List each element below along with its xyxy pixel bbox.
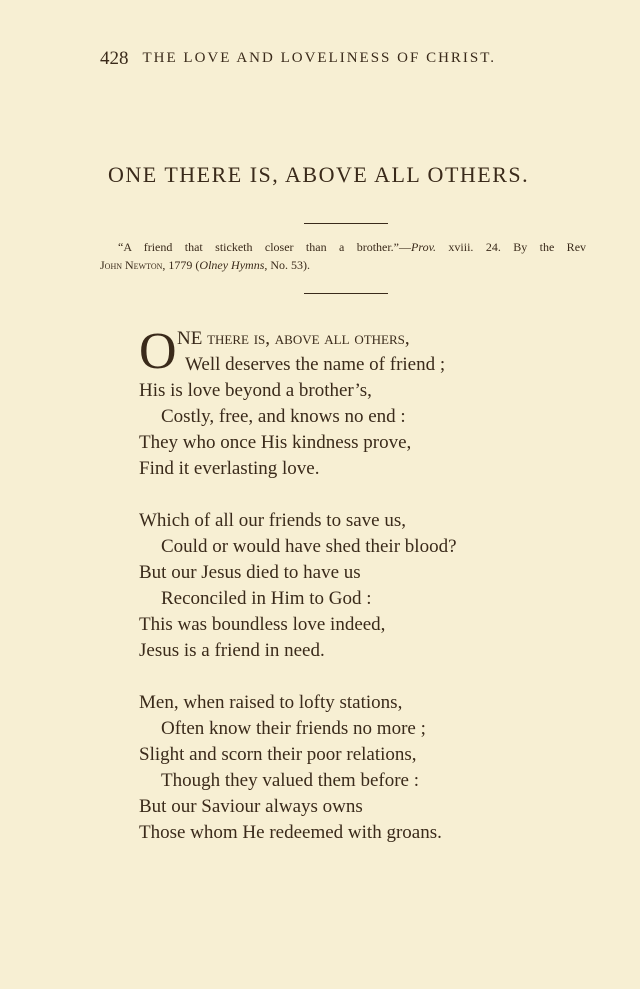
- epigraph: [100, 238, 586, 274]
- poem-line: This was boundless love indeed,: [139, 614, 386, 635]
- poem-line: Often know their friends no more ;: [161, 718, 426, 739]
- epigraph-ref-rest: xviii. 24.: [448, 240, 501, 254]
- poem-line: Men, when raised to lofty stations,: [139, 692, 403, 713]
- poem-line: Well deserves the name of friend ;: [185, 354, 446, 375]
- poem-line: Costly, free, and knows no end :: [161, 406, 406, 427]
- poem-line: Reconciled in Him to God :: [161, 588, 372, 609]
- poem-line: But our Saviour always owns: [139, 796, 363, 817]
- page-number: 428: [100, 48, 129, 69]
- poem-line: But our Jesus died to have us: [139, 562, 361, 583]
- drop-cap: O: [139, 323, 177, 380]
- poem-line: Could or would have shed their blood?: [161, 536, 457, 557]
- epigraph-source: Olney Hymns: [199, 258, 265, 272]
- epigraph-source-rest: , No. 53).: [264, 258, 311, 272]
- poem-line: Jesus is a friend in need.: [139, 640, 325, 661]
- stanza-3: [139, 690, 579, 846]
- poem: [139, 323, 579, 872]
- poem-line: NE there is, above all others,: [177, 328, 410, 349]
- divider-bottom: [304, 293, 388, 294]
- poem-line: They who once His kindness prove,: [139, 432, 412, 453]
- epigraph-year: , 1779 (: [162, 258, 200, 272]
- epigraph-by: By the Rev: [513, 240, 587, 254]
- epigraph-line-1: [100, 238, 586, 256]
- poem-line: Which of all our friends to save us,: [139, 510, 406, 531]
- epigraph-line-2: [100, 256, 586, 274]
- poem-line: Find it everlasting love.: [139, 458, 320, 479]
- epigraph-ref-book: Prov.: [411, 240, 437, 254]
- epigraph-author: John Newton: [100, 258, 163, 272]
- hymn-title: ONE THERE IS, ABOVE ALL OTHERS.: [108, 162, 530, 187]
- running-title: THE LOVE AND LOVELINESS OF CHRIST.: [142, 50, 497, 66]
- divider-top: [304, 223, 388, 224]
- running-header: [100, 50, 560, 72]
- epigraph-quote: “A friend that sticketh closer than a brother.”: [118, 240, 400, 254]
- poem-line: Those whom He redeemed with groans.: [139, 822, 442, 843]
- poem-line: Slight and scorn their poor relations,: [139, 744, 417, 765]
- epigraph-dash: —: [399, 240, 412, 254]
- poem-line: His is love beyond a brother’s,: [139, 380, 372, 401]
- poem-line: Though they valued them before :: [161, 770, 420, 791]
- stanza-1: [139, 323, 579, 482]
- stanza-2: [139, 508, 579, 664]
